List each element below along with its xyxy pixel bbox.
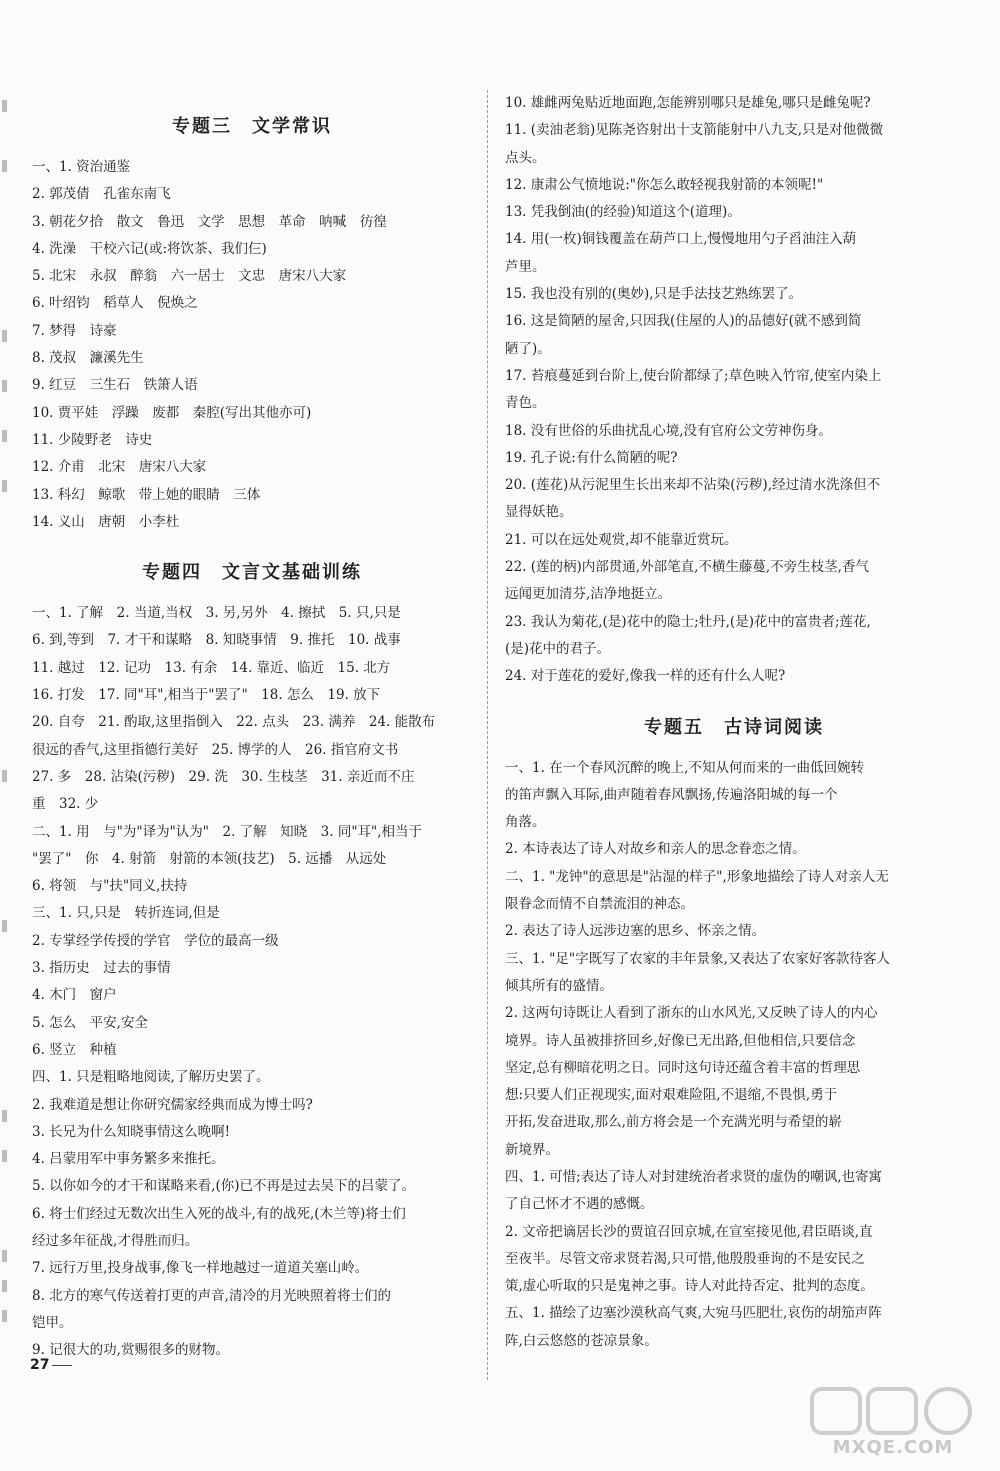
answer-line: 铠甲。 (32, 1314, 73, 1331)
answer-line: 点头。 (505, 149, 546, 166)
answer-line: 27. 多 28. 沾染(污秽) 29. 洗 30. 生枝茎 31. 亲近而不庄 (32, 768, 415, 785)
answer-line: 角落。 (505, 814, 546, 831)
answer-line: 2. 专掌经学传授的学官 学位的最高一级 (32, 932, 279, 949)
answer-line: 20. 自夸 21. 酌取,这里指倒入 22. 点头 23. 满养 24. 能散布 (32, 714, 436, 731)
answer-line: 14. 义山 唐朝 小李杜 (32, 513, 180, 530)
answer-line: 6. 到,等到 7. 才干和谋略 8. 知晓事情 9. 推托 10. 战事 (32, 632, 401, 649)
answer-line: 显得妖艳。 (505, 504, 573, 521)
answer-line: 9. 记很大的功,赏赐很多的财物。 (32, 1342, 229, 1359)
edge-mark (2, 1280, 7, 1292)
answer-line: 境界。诗人虽被排挤回乡,好像已无出路,但他相信,只要信念 (505, 1032, 856, 1049)
answer-line: 4. 吕蒙用军中事务繁多来推托。 (32, 1151, 225, 1168)
answer-line: 12. 康肃公气愤地说:"你怎么敢轻视我射箭的本领呢!" (505, 176, 824, 193)
answer-line: 一、1. 了解 2. 当道,当权 3. 另,另外 4. 擦拭 5. 只,只是 (32, 605, 401, 622)
answer-line: 三、1. 只,只是 转折连词,但是 (32, 905, 220, 922)
answer-line: 经过多年征战,才得胜而归。 (32, 1232, 199, 1249)
answer-line: 开拓,发奋进取,那么,前方将会是一个充满光明与希望的崭 (505, 1114, 842, 1131)
left-column (32, 90, 472, 1364)
watermark-text: MXQE.COM (832, 1437, 954, 1458)
answer-line: 12. 介甫 北宋 唐宋八大家 (32, 459, 207, 476)
page-number: 27 (30, 1357, 50, 1373)
answer-line: 阵,白云悠悠的苍凉景象。 (505, 1332, 658, 1349)
answer-line: 21. 可以在远处观赏,却不能靠近赏玩。 (505, 531, 738, 548)
answer-line: 5. 北宋 永叔 醉翁 六一居士 文忠 唐宋八大家 (32, 268, 347, 285)
answer-line: 青色。 (505, 395, 546, 412)
edge-mark (2, 380, 7, 392)
edge-mark (2, 100, 7, 112)
answer-line: 6. 竖立 种植 (32, 1041, 117, 1058)
answer-line: 坚定,总有柳暗花明之日。同时这句诗还蕴含着丰富的哲理思 (505, 1059, 861, 1076)
answer-line: 策,虚心听取的只是鬼神之事。诗人对此持否定、批判的态度。 (505, 1278, 874, 1295)
edge-mark (2, 920, 7, 932)
answer-line: 四、1. 可惜;表达了诗人对封建统治者求贤的虚伪的嘲讽,也寄寓 (505, 1168, 883, 1185)
answer-line: 3. 长兄为什么知晓事情这么晚啊! (32, 1123, 231, 1140)
answer-line: 13. 科幻 鲸歌 带上她的眼睛 三体 (32, 486, 261, 503)
answer-line: 9. 红豆 三生石 铁箫人语 (32, 377, 198, 394)
answer-line: 芦里。 (505, 258, 546, 275)
answer-line: 一、1. 资治通鉴 (32, 159, 131, 175)
answer-line: 倾其所有的盛情。 (505, 977, 613, 994)
answer-line: 一、1. 在一个春风沉醉的晚上,不知从何而来的一曲低回婉转 (505, 759, 864, 776)
answer-line: 15. 我也没有别的(奥妙),只是手法技艺熟练罢了。 (505, 286, 803, 303)
right-column (505, 90, 963, 1355)
answer-line: 的笛声飘入耳际,曲声随着春风飘扬,传遍洛阳城的每一个 (505, 786, 838, 803)
answer-line: 2. 这两句诗既让人看到了浙东的山水风光,又反映了诗人的内心 (505, 1005, 878, 1022)
answer-line: 8. 北方的寒气传送着打更的声音,清冷的月光映照着将士们的 (32, 1287, 391, 1304)
answer-line: 10. 雄雌两兔贴近地面跑,怎能辨别哪只是雄兔,哪只是雌兔呢? (505, 95, 871, 111)
answer-line: 24. 对于莲花的爱好,像我一样的还有什么人呢? (505, 668, 786, 685)
answer-line: 7. 远行万里,投身战事,像飞一样地越过一道道关塞山岭。 (32, 1260, 369, 1277)
answer-line: 重 32. 少 (32, 796, 99, 813)
answer-line: 23. 我认为菊花,(是)花中的隐士;牡丹,(是)花中的富贵者;莲花, (505, 613, 871, 630)
answer-line: 16. 打发 17. 同"耳",相当于"罢了" 18. 怎么 19. 放下 (32, 687, 381, 704)
answer-line: 17. 苔痕蔓延到台阶上,使台阶都绿了;草色映入竹帘,使室内染上 (505, 367, 882, 384)
edge-mark (2, 480, 7, 492)
answer-line: 陋了)。 (505, 340, 551, 357)
answer-line: 2. 表达了诗人远涉边塞的思乡、怀亲之情。 (505, 923, 766, 940)
answer-line: 2. 文帝把谪居长沙的贾谊召回京城,在宣室接见他,君臣晤谈,直 (505, 1223, 873, 1240)
edge-mark (2, 770, 7, 782)
answer-line: 想:只要人们正视现实,面对艰难险阻,不退缩,不畏惧,勇于 (505, 1087, 838, 1104)
answer-line: 3. 朝花夕拾 散文 鲁迅 文学 思想 革命 呐喊 彷徨 (32, 213, 387, 230)
answer-line: 限眷念而情不自禁流泪的神态。 (505, 896, 694, 913)
answer-line: 18. 没有世俗的乐曲扰乱心境,没有官府公文劳神伤身。 (505, 422, 833, 439)
answer-line: 14. 用(一枚)铜钱覆盖在葫芦口上,慢慢地用勺子舀油注入葫 (505, 231, 857, 248)
column-divider (487, 90, 488, 1380)
answer-line: 新境界。 (505, 1141, 559, 1158)
answer-line: 三、1. "足"字既写了农家的丰年景象,又表达了农家好客款待客人 (505, 950, 890, 967)
answer-line: 16. 这是简陋的屋舍,只因我(住屋的人)的品德好(就不感到简 (505, 313, 862, 330)
answer-line: 二、1. "龙钟"的意思是"沾湿的样子",形象地描绘了诗人对亲人无 (505, 868, 889, 885)
answer-line: 2. 郭茂倩 孔雀东南飞 (32, 186, 171, 203)
answer-line: 2. 本诗表达了诗人对故乡和亲人的思念眷恋之情。 (505, 841, 806, 858)
answer-line: 很远的香气,这里指德行美好 25. 博学的人 26. 指官府文书 (32, 741, 399, 758)
section-heading: 专题五 古诗词阅读 (644, 716, 824, 738)
answer-line: "罢了" 你 4. 射箭 射箭的本领(技艺) 5. 远播 从远处 (32, 850, 387, 867)
answer-line: 11. (卖油老翁)见陈尧咨射出十支箭能射中八九支,只是对他微微 (505, 122, 884, 139)
answer-line: 4. 木门 窗户 (32, 987, 117, 1004)
answer-line: 6. 叶绍钧 稻草人 倪焕之 (32, 295, 198, 312)
answer-line: 二、1. 用 与"为"译为"认为" 2. 了解 知晓 3. 同"耳",相当于 (32, 823, 423, 840)
answer-line: 6. 将领 与"扶"同义,扶持 (32, 878, 188, 895)
edge-mark (2, 160, 7, 172)
answer-line: 22. (莲的柄)内部贯通,外部笔直,不横生藤蔓,不旁生枝茎,香气 (505, 559, 869, 576)
answer-line: 5. 怎么 平安,安全 (32, 1014, 148, 1031)
answer-line: 5. 以你如今的才干和谋略来看,(你)已不再是过去吴下的吕蒙了。 (32, 1178, 415, 1195)
answer-line: 20. (莲花)从污泥里生长出来却不沾染(污秽),经过清水洗涤但不 (505, 477, 881, 494)
watermark-badge-icon (808, 1385, 978, 1437)
edge-mark (2, 330, 7, 342)
edge-mark (2, 1250, 7, 1262)
answer-line: 11. 越过 12. 记功 13. 有余 14. 靠近、临近 15. 北方 (32, 659, 391, 676)
edge-mark (2, 430, 7, 442)
answer-line: 13. 凭我倒油(的经验)知道这个(道理)。 (505, 204, 741, 221)
answer-line: 6. 将士们经过无数次出生入死的战斗,有的战死,(木兰等)将士们 (32, 1205, 406, 1222)
binding-edge-marks (0, 90, 10, 1340)
edge-mark (2, 1150, 7, 1162)
answer-line: 四、1. 只是粗略地阅读,了解历史罢了。 (32, 1069, 270, 1086)
watermark-logo (808, 1385, 978, 1465)
section-heading: 专题三 文学常识 (172, 116, 332, 137)
answer-line: (是)花中的君子。 (505, 640, 611, 657)
answer-line: 4. 洗澡 干校六记(或:将饮茶、我们仨) (32, 240, 267, 257)
answer-line: 3. 指历史 过去的事情 (32, 960, 171, 977)
answer-line: 远闻更加清芬,洁净地挺立。 (505, 586, 672, 603)
answer-line: 19. 孔子说:有什么简陋的呢? (505, 449, 678, 466)
answer-line: 8. 茂叔 濂溪先生 (32, 350, 144, 367)
edge-mark (2, 1110, 7, 1122)
answer-line: 五、1. 描绘了边塞沙漠秋高气爽,大宛马匹肥壮,哀伤的胡笳声阵 (505, 1305, 882, 1322)
answer-line: 了自己怀才不遇的感慨。 (505, 1196, 654, 1213)
edge-mark (2, 1310, 7, 1322)
section-heading: 专题四 文言文基础训练 (142, 562, 362, 584)
answer-line: 10. 贾平娃 浮躁 废都 秦腔(写出其他亦可) (32, 404, 312, 421)
page-number-rule (52, 1365, 72, 1366)
answer-line: 11. 少陵野老 诗史 (32, 431, 153, 448)
answer-line: 至夜半。尽管文帝求贤若渴,只可惜,他殷殷垂询的不是安民之 (505, 1250, 865, 1267)
answer-line: 7. 梦得 诗豪 (32, 322, 117, 339)
answer-line: 2. 我难道是想让你研究儒家经典而成为博士吗? (32, 1096, 313, 1113)
